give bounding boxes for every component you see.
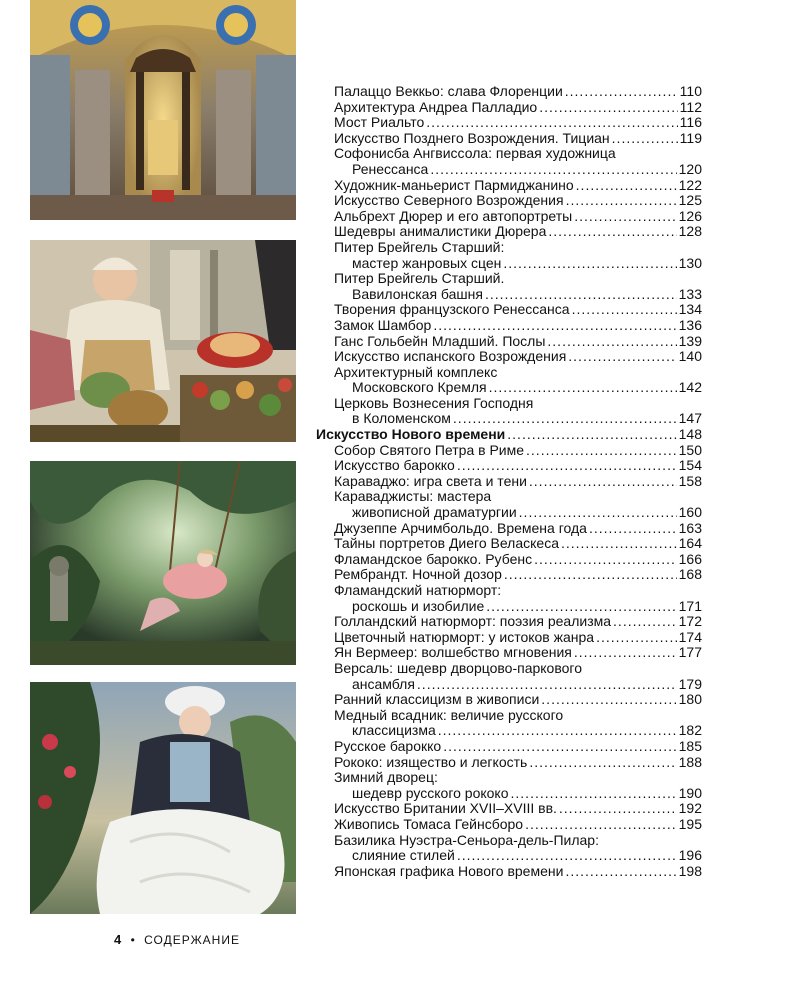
toc-entry-title: Архитектурный комплекс [334, 363, 498, 380]
dot-leader [568, 349, 676, 365]
toc-entry-page: 110 [679, 83, 702, 99]
toc-entry-title: Собор Святого Петра в Риме [334, 441, 525, 458]
toc-entry[interactable] [316, 833, 702, 864]
toc-entry-page: 163 [678, 519, 702, 536]
toc-entry-page: 154 [678, 457, 702, 474]
toc-entry-title: Базилика Нуэстра-Сеньора-дель-Пилар: [334, 831, 599, 848]
toc-entry-title: слияние стилей [352, 847, 455, 864]
toc-entry-page: 180 [678, 691, 702, 708]
dot-leader [561, 536, 677, 552]
toc-entry[interactable] [316, 489, 702, 520]
dot-leader [612, 131, 678, 147]
dot-leader [457, 848, 677, 864]
toc-entry[interactable] [316, 708, 702, 739]
dot-leader [457, 458, 677, 474]
toc-entry-title: Искусство Северного Возрождения [334, 192, 564, 209]
footer-bullet: • [130, 933, 136, 947]
toc-entry[interactable] [316, 458, 702, 474]
toc-entry-title: Альбрехт Дюрер и его автопортреты [334, 207, 573, 224]
toc-entry-title: Караваджо: игра света и тени [334, 472, 527, 489]
toc-entry[interactable] [316, 349, 702, 365]
toc-entry-title: Софонисба Ангвиссола: первая художница [334, 145, 616, 162]
toc-entry[interactable] [316, 178, 702, 194]
toc-entry-title: Питер Брейгель Старший: [334, 238, 505, 255]
dot-leader [430, 162, 676, 178]
toc-entry-title: Искусство Позднего Возрождения. Тициан [334, 129, 610, 146]
toc-section-heading[interactable] [316, 427, 702, 443]
dot-leader [565, 84, 678, 100]
toc-entry[interactable] [316, 100, 702, 116]
toc-entry-title: Рококо: изящество и легкость [334, 753, 528, 770]
toc-entry-page: 195 [678, 815, 702, 832]
toc-entry[interactable] [316, 630, 702, 646]
toc-entry[interactable] [316, 131, 702, 147]
dot-leader [417, 677, 677, 693]
toc-entry-title: Японская графика Нового времени [334, 862, 564, 879]
toc-entry-title: Мост Риальто [334, 114, 425, 131]
toc-entry[interactable] [316, 567, 702, 583]
dot-leader [486, 599, 676, 615]
toc-entry[interactable] [316, 146, 702, 177]
section-label: СОДЕРЖАНИЕ [144, 933, 240, 947]
toc-entry-title: Рембрандт. Ночной дозор [334, 566, 502, 583]
dot-leader [529, 474, 677, 490]
toc-entry-title: Версаль: шедевр дворцово-паркового [334, 659, 582, 676]
toc-entry-page: 164 [678, 535, 702, 552]
dot-leader [548, 224, 676, 240]
dot-leader [576, 178, 677, 194]
toc-entry-page: 192 [678, 800, 702, 817]
toc-entry-page: 198 [678, 862, 702, 879]
toc-entry[interactable] [316, 552, 702, 568]
toc-entry[interactable] [316, 302, 702, 318]
toc-entry-title: Цветочный натюрморт: у истоков жанра [334, 628, 595, 645]
toc-entry-page: 174 [678, 628, 702, 645]
toc-entry-title: Питер Брейгель Старший. [334, 270, 505, 287]
toc-entry-title: в Коломенском [352, 410, 451, 427]
toc-entry-page: 112 [679, 98, 702, 115]
toc-entry-title: Художник-маньерист Пармиджанино [334, 176, 574, 193]
toc-entry[interactable] [316, 614, 702, 630]
dot-leader [525, 817, 677, 833]
toc-entry-page: 130 [678, 254, 702, 271]
toc-entry-title: Джузеппе Арчимбольдо. Времена года [334, 519, 587, 536]
dot-leader [574, 645, 677, 661]
illustration-lady-portrait [30, 682, 296, 914]
toc-entry-page: 147 [678, 410, 702, 427]
toc-entry-page: 122 [678, 176, 702, 193]
illustration-market-woman [30, 240, 296, 442]
toc-entry-title: Голландский натюрморт: поэзия реализма [334, 613, 612, 630]
toc-entry-page: 196 [678, 847, 702, 864]
toc-entry-title: Фламандское барокко. Рубенс [334, 550, 533, 567]
toc-entry[interactable] [316, 661, 702, 692]
toc-entry[interactable] [316, 692, 702, 708]
toc-entry-title: Шедевры анималистики Дюрера [334, 223, 547, 240]
toc-entry[interactable] [316, 583, 702, 614]
dot-leader [574, 209, 676, 225]
toc-entry[interactable] [316, 474, 702, 490]
dot-leader [453, 411, 677, 427]
toc-entry[interactable] [316, 318, 702, 334]
toc-entry-title: Искусство испанского Возрождения [334, 348, 567, 365]
toc-entry[interactable] [316, 209, 702, 225]
dot-leader [503, 256, 676, 272]
toc-entry-title: Искусство барокко [334, 457, 455, 474]
dot-leader [539, 100, 677, 116]
toc-entry-title: ансамбля [352, 675, 415, 692]
dot-leader [426, 115, 677, 131]
toc-entry-title: классицизма [352, 722, 436, 739]
toc-entry-title: Ранний классицизм в живописи [334, 691, 540, 708]
toc-entry[interactable] [316, 271, 702, 302]
toc-entry[interactable] [316, 115, 702, 131]
table-of-contents [316, 84, 702, 879]
dot-leader [566, 193, 677, 209]
dot-leader [613, 614, 677, 630]
toc-entry[interactable] [316, 817, 702, 833]
toc-entry-page: 136 [678, 316, 702, 333]
toc-entry-page: 177 [678, 644, 702, 661]
toc-entry-title: Искусство Британии XVII–XVIII вв. [334, 800, 557, 817]
toc-entry-title: Вавилонская башня [352, 285, 483, 302]
toc-entry-page: 188 [678, 753, 702, 770]
toc-entry-page: 171 [678, 597, 702, 614]
toc-entry-page: 134 [678, 301, 702, 318]
toc-entry-page: 182 [678, 722, 702, 739]
dot-leader [529, 755, 676, 771]
toc-entry-title: Фламандский натюрморт: [334, 582, 502, 598]
toc-entry-title: Тайны портретов Диего Веласкеса [334, 535, 559, 552]
dot-leader [526, 443, 677, 459]
toc-entry-title: Палаццо Веккьо: слава Флоренции [334, 83, 563, 99]
toc-entry-title: Искусство Нового времени [316, 426, 506, 443]
toc-entry-title: Русское барокко [334, 737, 442, 754]
toc-entry-page: 160 [678, 504, 702, 521]
toc-entry-page: 166 [678, 550, 702, 567]
toc-entry-title: роскошь и изобилие [352, 597, 485, 614]
toc-entry-page: 142 [678, 379, 702, 396]
toc-entry-title: Творения французского Ренессанса [334, 301, 570, 318]
page-footer [114, 932, 240, 947]
toc-entry[interactable] [316, 521, 702, 537]
illustration-the-swing [30, 461, 296, 665]
dot-leader [438, 723, 677, 739]
toc-entry-page: 168 [678, 566, 702, 583]
toc-entry-title: Московского Кремля [352, 379, 487, 396]
toc-entry[interactable] [316, 365, 702, 396]
toc-entry[interactable] [316, 334, 702, 350]
toc-entry[interactable] [316, 240, 702, 271]
toc-entry-title: Архитектура Андреа Палладио [334, 98, 538, 115]
toc-entry-title: шедевр русского рококо [352, 784, 509, 801]
toc-entry-title: Ян Вермеер: волшебство мгновения [334, 644, 572, 661]
toc-entry-page: 133 [678, 285, 702, 302]
toc-entry-page: 172 [678, 613, 702, 630]
toc-entry[interactable] [316, 396, 702, 427]
toc-entry-page: 150 [678, 441, 702, 458]
dot-leader [541, 692, 676, 708]
toc-entry-page: 190 [678, 784, 702, 801]
toc-entry[interactable] [316, 864, 702, 880]
toc-entry[interactable] [316, 193, 702, 209]
dot-leader [507, 427, 676, 443]
illustration-st-peters-interior [30, 0, 296, 220]
dot-leader [559, 801, 677, 817]
toc-entry-page: 125 [678, 192, 702, 209]
dot-leader [519, 505, 677, 521]
toc-entry-title: Ганс Гольбейн Младший. Послы [334, 332, 546, 349]
toc-entry[interactable] [316, 84, 702, 100]
dot-leader [534, 552, 677, 568]
toc-entry-page: 120 [678, 160, 702, 177]
toc-entry-page: 139 [678, 332, 702, 349]
toc-entry[interactable] [316, 801, 702, 817]
toc-entry-page: 185 [678, 737, 702, 754]
toc-entry[interactable] [316, 755, 702, 771]
toc-entry-page: 119 [679, 129, 702, 146]
toc-entry-title: Зимний дворец: [334, 769, 438, 786]
dot-leader [511, 786, 677, 802]
toc-entry-page: 158 [678, 472, 702, 489]
toc-entry-page: 126 [678, 207, 702, 224]
toc-entry[interactable] [316, 770, 702, 801]
toc-entry-title: Караваджисты: мастера [334, 488, 492, 505]
dot-leader [547, 334, 676, 350]
toc-entry-title: Церковь Вознесения Господня [334, 394, 534, 411]
toc-entry-title: живописной драматургии [352, 504, 517, 521]
toc-entry[interactable] [316, 443, 702, 459]
dot-leader [572, 302, 677, 318]
toc-entry-title: Замок Шамбор [334, 316, 432, 333]
toc-entry-title: Ренессанса [352, 160, 429, 177]
dot-leader [443, 739, 676, 755]
toc-entry[interactable] [316, 645, 702, 661]
dot-leader [485, 287, 677, 303]
toc-entry-title: мастер жанровых сцен [352, 254, 502, 271]
toc-entry-page: 148 [678, 426, 702, 443]
toc-entry[interactable] [316, 536, 702, 552]
toc-entry-page: 140 [678, 348, 702, 365]
dot-leader [565, 864, 676, 880]
toc-entry[interactable] [316, 739, 702, 755]
toc-entry[interactable] [316, 224, 702, 240]
dot-leader [589, 521, 677, 537]
toc-entry-page: 116 [679, 114, 702, 131]
dot-leader [489, 380, 677, 396]
dot-leader [596, 630, 677, 646]
toc-entry-page: 179 [678, 675, 702, 692]
toc-entry-page: 128 [678, 223, 702, 240]
toc-entry-title: Медный всадник: величие русского [334, 706, 564, 723]
toc-entry-title: Живопись Томаса Гейнсборо [334, 815, 524, 832]
dot-leader [504, 567, 677, 583]
page-number: 4 [114, 932, 123, 947]
dot-leader [433, 318, 676, 334]
